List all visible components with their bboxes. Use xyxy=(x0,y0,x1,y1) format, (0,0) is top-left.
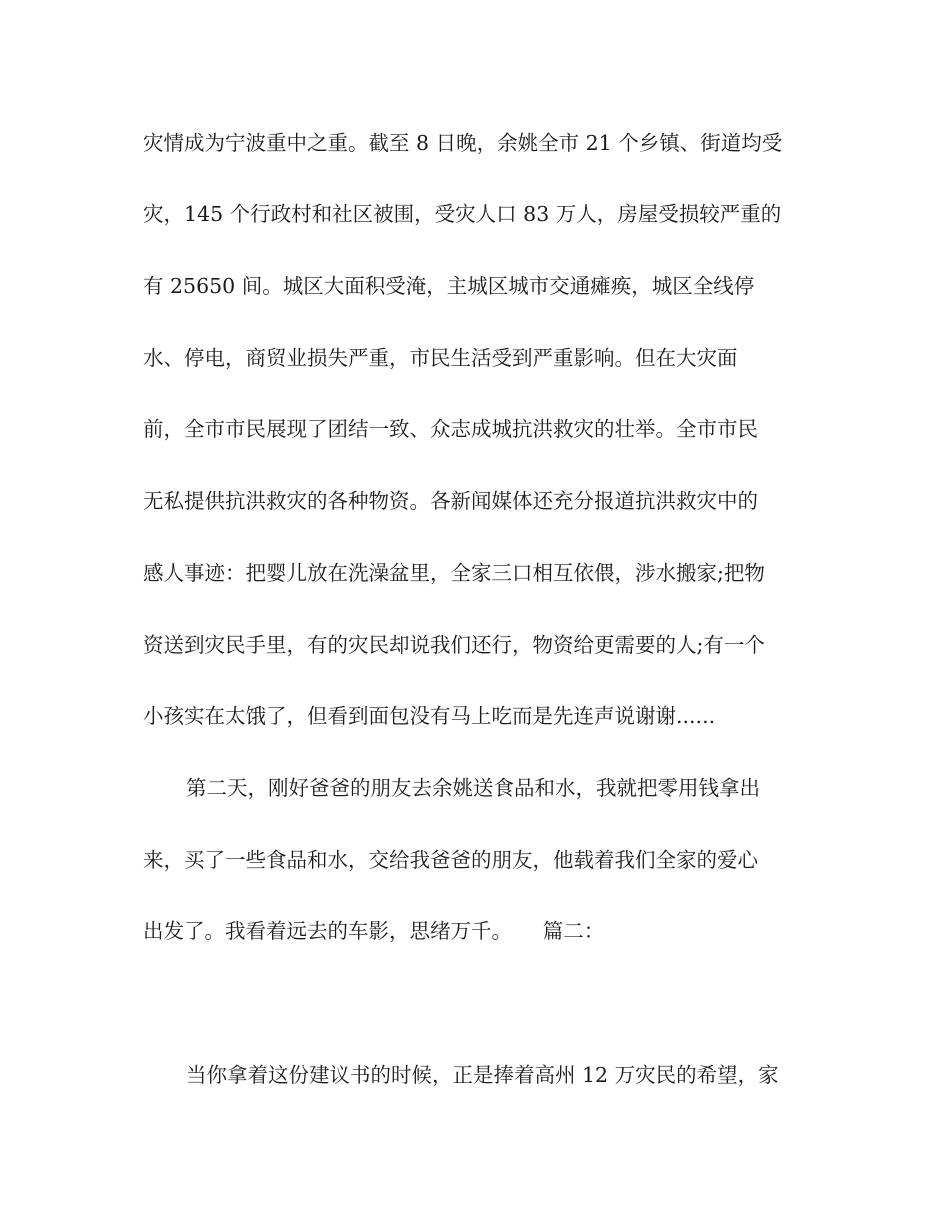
text-line-2: 灾，145 个行政村和社区被围，受灾人口 83 万人，房屋受损较严重的 xyxy=(143,202,782,226)
text-line-3: 有 25650 间。城区大面积受淹，主城区城市交通瘫痪，城区全线停 xyxy=(143,274,755,298)
text-line-10: 第二天，刚好爸爸的朋友去余姚送食品和水，我就把零用钱拿出 xyxy=(186,776,760,800)
text-line-6: 无私提供抗洪救灾的各种物资。各新闻媒体还充分报道抗洪救灾中的 xyxy=(143,489,758,513)
text-line-12: 出发了。我看着远去的车影，思绪万千。 篇二： xyxy=(143,919,605,943)
text-line-13: 当你拿着这份建议书的时候，正是捧着高州 12 万灾民的希望，家 xyxy=(186,1063,779,1087)
text-line-1: 灾情成为宁波重中之重。截至 8 日晚，余姚全市 21 个乡镇、街道均受 xyxy=(143,131,783,155)
text-line-9: 小孩实在太饿了，但看到面包没有马上吃而是先连声说谢谢...... xyxy=(143,704,716,728)
text-line-11: 来，买了一些食品和水，交给我爸爸的朋友，他载着我们全家的爱心 xyxy=(143,848,758,872)
text-line-4: 水、停电，商贸业损失严重，市民生活受到严重影响。但在大灾面 xyxy=(143,346,738,370)
text-line-7: 感人事迹：把婴儿放在洗澡盆里，全家三口相互依偎，涉水搬家;把物 xyxy=(143,561,765,585)
text-line-8: 资送到灾民手里，有的灾民却说我们还行，物资给更需要的人;有一个 xyxy=(143,633,765,657)
text-line-5: 前，全市市民展现了团结一致、众志成城抗洪救灾的壮举。全市市民 xyxy=(143,417,758,441)
